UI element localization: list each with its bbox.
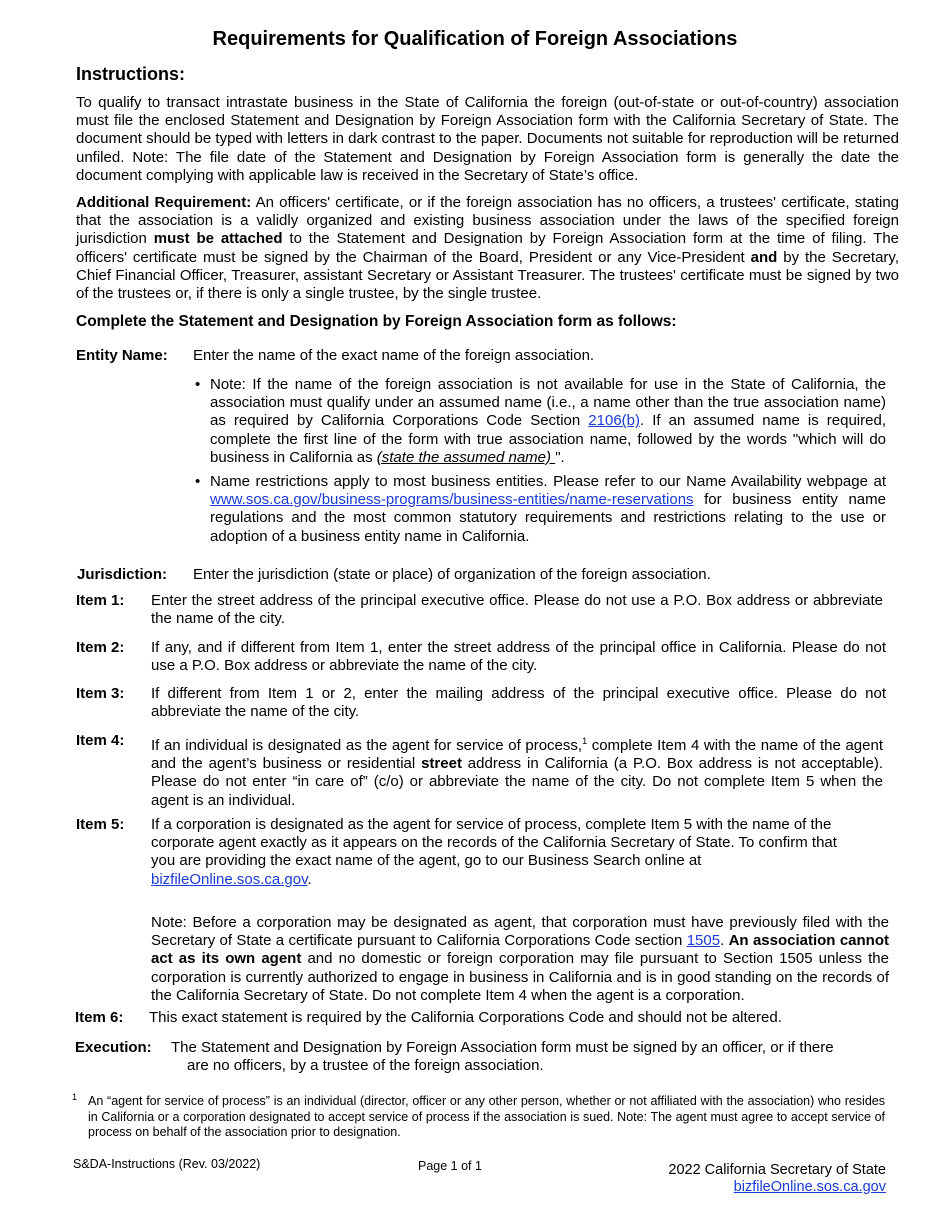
name-reservations-link[interactable]: www.sos.ca.gov/business-programs/business-entities/name-reservations [210, 491, 694, 509]
footer-bizfile-link[interactable]: bizfileOnline.sos.ca.gov [733, 1179, 886, 1195]
additional-requirement-label: Additional Requirement: [76, 194, 252, 211]
item1-text: Enter the street address of the principal executive office. Please do not use a P.O. Box address or abbreviate the name of the city. [151, 592, 883, 628]
entity-name-text: Enter the name of the exact name of the foreign association. [193, 347, 595, 364]
footnote-text: An “agent for service of process” is an individual (director, officer or any other person, whether or not affiliated with the association) who resides in California or a corporation designated to accept service of process if the association is sued. Note: The agent must agree to accept service of process on behalf of the association prior to designation. [88, 1094, 885, 1139]
bullet-icon: • [195, 473, 201, 490]
jurisdiction-text: Enter the jurisdiction (state or place) of organization of the foreign association. [193, 566, 711, 583]
execution-label: Execution: [75, 1039, 152, 1056]
item6-label: Item 6: [75, 1009, 124, 1026]
item4-label: Item 4: [76, 732, 125, 749]
page-title: Requirements for Qualification of Foreign Associations [212, 28, 738, 50]
item6-text: This exact statement is required by the California Corporations Code and should not be altered. [149, 1009, 782, 1026]
jurisdiction-label: Jurisdiction: [77, 566, 168, 583]
footer-website [734, 1178, 886, 1196]
page-number: Page 1 of 1 [418, 1159, 482, 1173]
complete-form-heading: Complete the Statement and Designation by Foreign Association form as follows: [76, 313, 677, 330]
additional-requirement-paragraph: Additional Requirement: An officers' certificate, or if the foreign association has no officers, a trustees' certificate, stating that the association is a validly organized and existing business association under the laws of the specified foreign jurisdiction must be attached to the Statement and Designation by Foreign Association form at the time of filing. The officers' certificate must be signed by the Chairman of the Board, President or any Vice-President and by the Secretary, Chief Financial Officer, Treasurer, assistant Secretary or Assistant Treasurer. The trustees' certificate must be signed by two of the trustees or, if there is only a single trustee, by the single trustee. [76, 194, 900, 303]
item3-label: Item 3: [76, 685, 125, 702]
footnote-marker: 1 [72, 1092, 78, 1102]
footnote-ref: 1 [582, 736, 588, 746]
assumed-name-placeholder: (state the assumed name) [376, 448, 556, 466]
item5-label: Item 5: [76, 816, 125, 833]
instructions-heading: Instructions: [76, 64, 186, 84]
bullet-icon: • [195, 376, 201, 393]
bizfile-link[interactable]: bizfileOnline.sos.ca.gov [151, 870, 308, 888]
item1-label: Item 1: [76, 592, 125, 609]
section-2106b-link[interactable]: 2106(b) [588, 412, 640, 430]
item2-label: Item 2: [76, 639, 125, 656]
section-1505-link[interactable]: 1505 [686, 932, 721, 950]
copyright: 2022 California Secretary of State [668, 1162, 886, 1178]
item4-text: If an individual is designated as the agent for service of process,$^1$ complete Item 4 with the name of the agent and the agent’s business or residential street address in California (a P.O. Box address is not acceptable). Please do not enter “in care of” (c/o) or abbreviate the name of the city. Do not complete Item 5 when the agent is an individual. [151, 736, 883, 809]
item5-text: If a corporation is designated as the agent for service of process, complete Item 5 with the name of the corporate agent exactly as it appears on the records of the California Secretary of State. To confirm that you are providing the exact name of the agent, go to our Business Search online at bizfileOnline.sos.ca.gov. [151, 816, 837, 888]
item5-note: Note: Before a corporation may be designated as agent, that corporation must have previously filed with the Secretary of State a certificate pursuant to California Corporations Code section 1505. An association cannot act as its own agent and no domestic or foreign corporation may file pursuant to Section 1505 unless the corporation is currently authorized to engage in business in California and is in good standing on the records of the California Secretary of State. Do not complete Item 4 when the agent is a corporation. [151, 914, 889, 1004]
item3-text: If different from Item 1 or 2, enter the mailing address of the principal executive office. Please do not abbreviate the name of the city. [151, 685, 886, 721]
intro-paragraph: To qualify to transact intrastate business in the State of California the foreign (out-of-state or out-of-country) association must file the enclosed Statement and Designation by Foreign Association form with the California Secretary of State. The document should be typed with letters in dark contrast to the paper. Documents not suitable for reproduction will be returned unfiled. Note: The file date of the Statement and Designation by Foreign Association form is generally the date the document complying with applicable law is received in the Secretary of State’s office. [76, 94, 899, 184]
entity-name-label: Entity Name: [76, 347, 168, 364]
name-restrictions-bullet: • Name restrictions apply to most business entities. Please refer to our Name Availability webpage at www.sos.ca.gov/business-programs/business-entities/name-reservations for business entity name regulations and the most common statutory requirements and restrictions relating to the use or adoption of a business entity name in California. [195, 473, 886, 545]
entity-note-bullet: • Note: If the name of the foreign association is not available for use in the State of California, the association must qualify under an assumed name (i.e., a name other than the true association name) as required by California Corporations Code Section 2106(b). If an assumed name is required, complete the first line of the form with true association name, followed by the words "which will do business in California as (state the assumed name) ". [195, 376, 886, 466]
item2-text: If any, and if different from Item 1, enter the street address of the principal office in California. Please do not use a P.O. Box address or abbreviate the name of the city. [151, 639, 886, 675]
execution-text: The Statement and Designation by Foreign Association form must be signed by an officer, or if there are no officers, by a trustee of the foreign association. [171, 1039, 834, 1075]
form-id: S&DA-Instructions (Rev. 03/2022) [73, 1157, 261, 1171]
